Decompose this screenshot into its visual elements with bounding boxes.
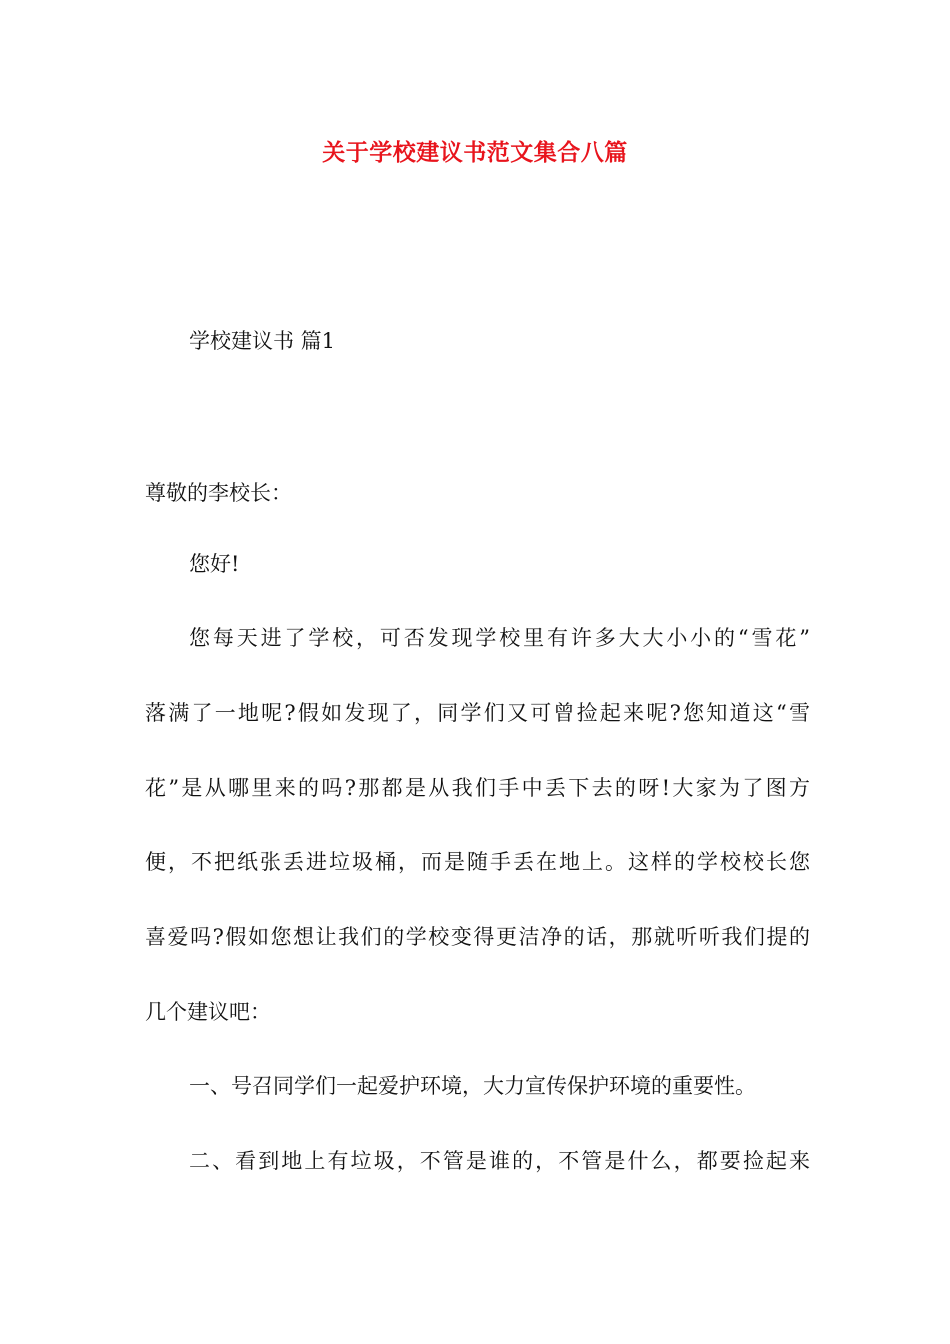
paragraph-line: 您每天进了学校，可否发现学校里有许多大大小小的“雪花” bbox=[189, 626, 810, 650]
paragraph-line: 便，不把纸张丢进垃圾桶，而是随手丢在地上。这样的学校校长您 bbox=[145, 850, 810, 874]
salutation: 尊敬的李校长： bbox=[145, 481, 292, 505]
suggestion-item: 二、看到地上有垃圾，不管是谁的，不管是什么，都要捡起来 bbox=[189, 1149, 810, 1173]
greeting: 您好! bbox=[189, 552, 240, 576]
section-heading: 学校建议书 篇1 bbox=[189, 329, 336, 353]
paragraph-line: 花”是从哪里来的吗?那都是从我们手中丢下去的呀!大家为了图方 bbox=[145, 776, 810, 800]
document-title: 关于学校建议书范文集合八篇 bbox=[322, 139, 628, 166]
paragraph-line: 几个建议吧： bbox=[145, 1000, 271, 1024]
paragraph-line: 落满了一地呢?假如发现了，同学们又可曾捡起来呢?您知道这“雪 bbox=[145, 701, 810, 725]
paragraph-line: 喜爱吗?假如您想让我们的学校变得更洁净的话，那就听听我们提的 bbox=[145, 925, 810, 949]
suggestion-item: 一、号召同学们一起爱护环境，大力宣传保护环境的重要性。 bbox=[189, 1074, 756, 1098]
